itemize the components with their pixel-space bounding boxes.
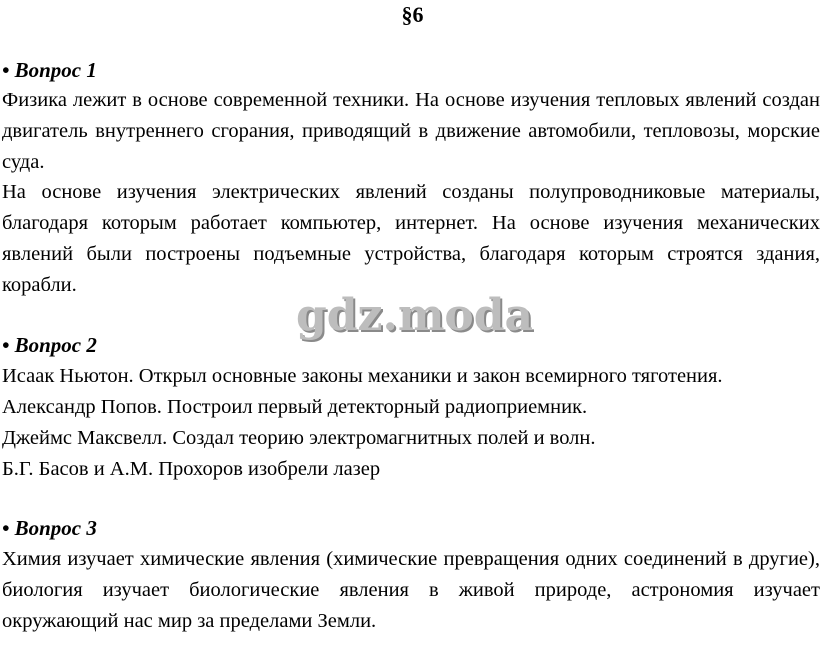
question-3-heading: • Вопрос 3	[2, 516, 97, 540]
section-title: §6	[401, 2, 424, 27]
question-2-line: Б.Г. Басов и А.М. Прохоров изобрели лазер	[2, 458, 381, 480]
question-2-line: Исаак Ньютон. Открыл основные законы механики и закон всемирного тяготения.	[2, 365, 723, 387]
question-2-line: Александр Попов. Построил первый детекторный радиоприемник.	[2, 396, 588, 418]
watermark-logo: gdz.moda	[296, 290, 534, 341]
question-1-paragraph-1: Физика лежит в основе современной техники. На основе изучения тепловых явлений создан двигатель внутреннего сгорания, приводящий в движение автомобили, тепловозы, морские суда.	[2, 89, 820, 173]
question-1-heading: • Вопрос 1	[2, 58, 97, 82]
question-2-heading: • Вопрос 2	[2, 333, 97, 357]
question-1-paragraph-2: На основе изучения электрических явлений созданы полупроводниковые материалы, благодаря которым работает компьютер, интернет. На основе изучения механических явлений были построены подъемные устройства, благодаря которым строятся здания, корабли.	[2, 181, 820, 296]
question-2-line: Джеймс Максвелл. Создал теорию электромагнитных полей и волн.	[2, 427, 596, 449]
question-3-paragraph-1: Химия изучает химические явления (химические превращения одних соединений в другие), биология изучает биологические явления в живой природе, астрономия изучает окружающий нас мир за пределами Земли.	[2, 548, 820, 632]
